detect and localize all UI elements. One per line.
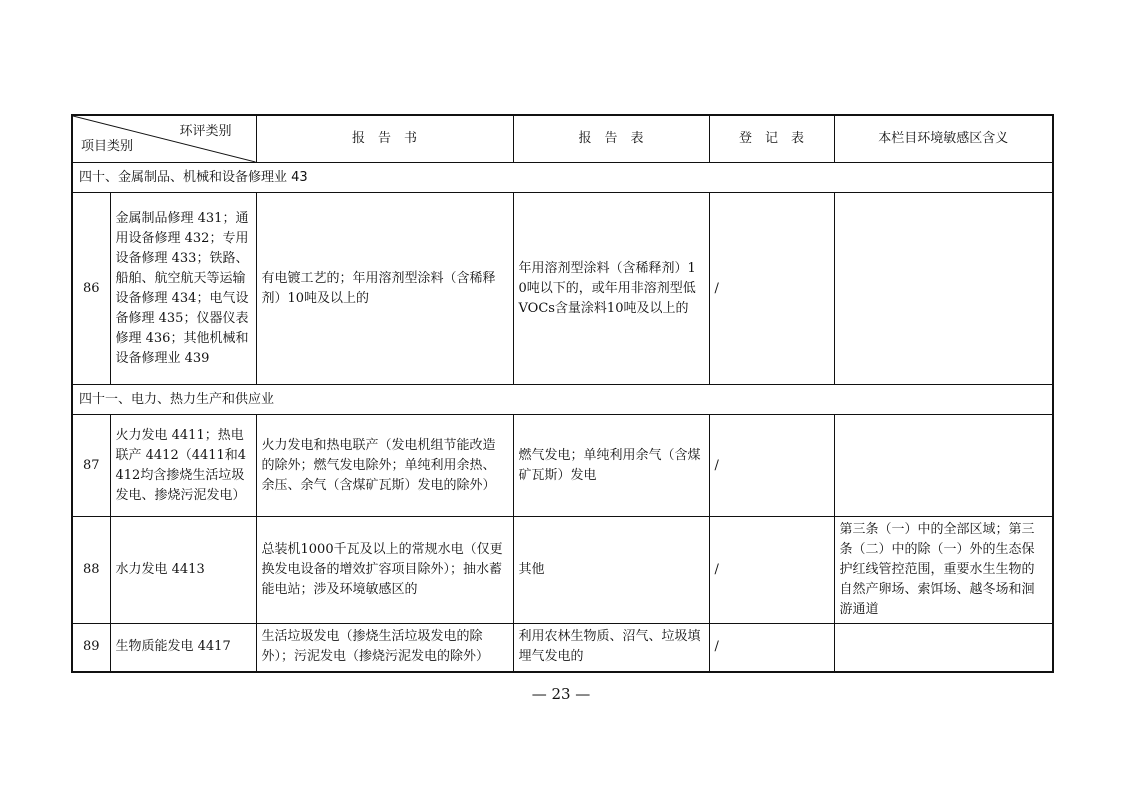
- section-title: 四十一、电力、热力生产和供应业: [72, 385, 1053, 415]
- table-row: [72, 517, 1053, 624]
- section-row: [72, 163, 1053, 193]
- page-number-text: — 23 —: [531, 685, 591, 703]
- table-row: [72, 193, 1053, 385]
- report-requirement: 总装机1000千瓦及以上的常规水电（仅更换发电设备的增效扩容项目除外）；抽水蓄能电站；涉及环境敏感区的: [256, 517, 513, 624]
- project-category: 水力发电 4413: [110, 517, 256, 624]
- row-number: 86: [72, 193, 110, 385]
- table-row: [72, 415, 1053, 517]
- diagonal-header-cell: [72, 115, 256, 163]
- report-requirement: 有电镀工艺的；年用溶剂型涂料（含稀释剂）10吨及以上的: [256, 193, 513, 385]
- header-sensitive: 本栏目环境敏感区含义: [834, 115, 1053, 163]
- header-register: 登 记 表: [709, 115, 834, 163]
- project-category: 火力发电 4411；热电联产 4412（4411和4412均含掺烧生活垃圾发电、掺烧污泥发电）: [110, 415, 256, 517]
- row-number: 87: [72, 415, 110, 517]
- page-number: [0, 685, 1122, 703]
- diagonal-header-top: 环评类别: [179, 124, 232, 139]
- form-requirement: 年用溶剂型涂料（含稀释剂）10吨以下的，或年用非溶剂型低VOCs含量涂料10吨及以上的: [513, 193, 709, 385]
- section-title: 四十、金属制品、机械和设备修理业 43: [72, 163, 1053, 193]
- diagonal-header-bottom: 项目类别: [81, 139, 134, 154]
- sensitive-area: [834, 193, 1053, 385]
- form-requirement: 利用农林生物质、沼气、垃圾填埋气发电的: [513, 624, 709, 672]
- report-requirement: 生活垃圾发电（掺烧生活垃圾发电的除外）；污泥发电（掺烧污泥发电的除外）: [256, 624, 513, 672]
- project-category: 金属制品修理 431；通用设备修理 432；专用设备修理 433；铁路、船舶、航空航天等运输设备修理 434；电气设备修理 435；仪器仪表修理 436；其他机械和设备修理业 439: [110, 193, 256, 385]
- report-requirement: 火力发电和热电联产（发电机组节能改造的除外；燃气发电除外；单纯利用余热、余压、余气（含煤矿瓦斯）发电的除外）: [256, 415, 513, 517]
- register-requirement: /: [709, 517, 834, 624]
- sensitive-area: [834, 624, 1053, 672]
- table-header-row: [72, 115, 1053, 163]
- project-category: 生物质能发电 4417: [110, 624, 256, 672]
- register-requirement: /: [709, 415, 834, 517]
- header-form: 报 告 表: [513, 115, 709, 163]
- register-requirement: /: [709, 193, 834, 385]
- form-requirement: 其他: [513, 517, 709, 624]
- section-row: [72, 385, 1053, 415]
- table-row: [72, 624, 1053, 672]
- row-number: 89: [72, 624, 110, 672]
- sensitive-area: 第三条（一）中的全部区域；第三条（二）中的除（一）外的生态保护红线管控范围，重要水生生物的自然产卵场、索饵场、越冬场和洄游通道: [834, 517, 1053, 624]
- sensitive-area: [834, 415, 1053, 517]
- register-requirement: /: [709, 624, 834, 672]
- row-number: 88: [72, 517, 110, 624]
- form-requirement: 燃气发电；单纯利用余气（含煤矿瓦斯）发电: [513, 415, 709, 517]
- classification-table: [71, 114, 1054, 673]
- header-report: 报 告 书: [256, 115, 513, 163]
